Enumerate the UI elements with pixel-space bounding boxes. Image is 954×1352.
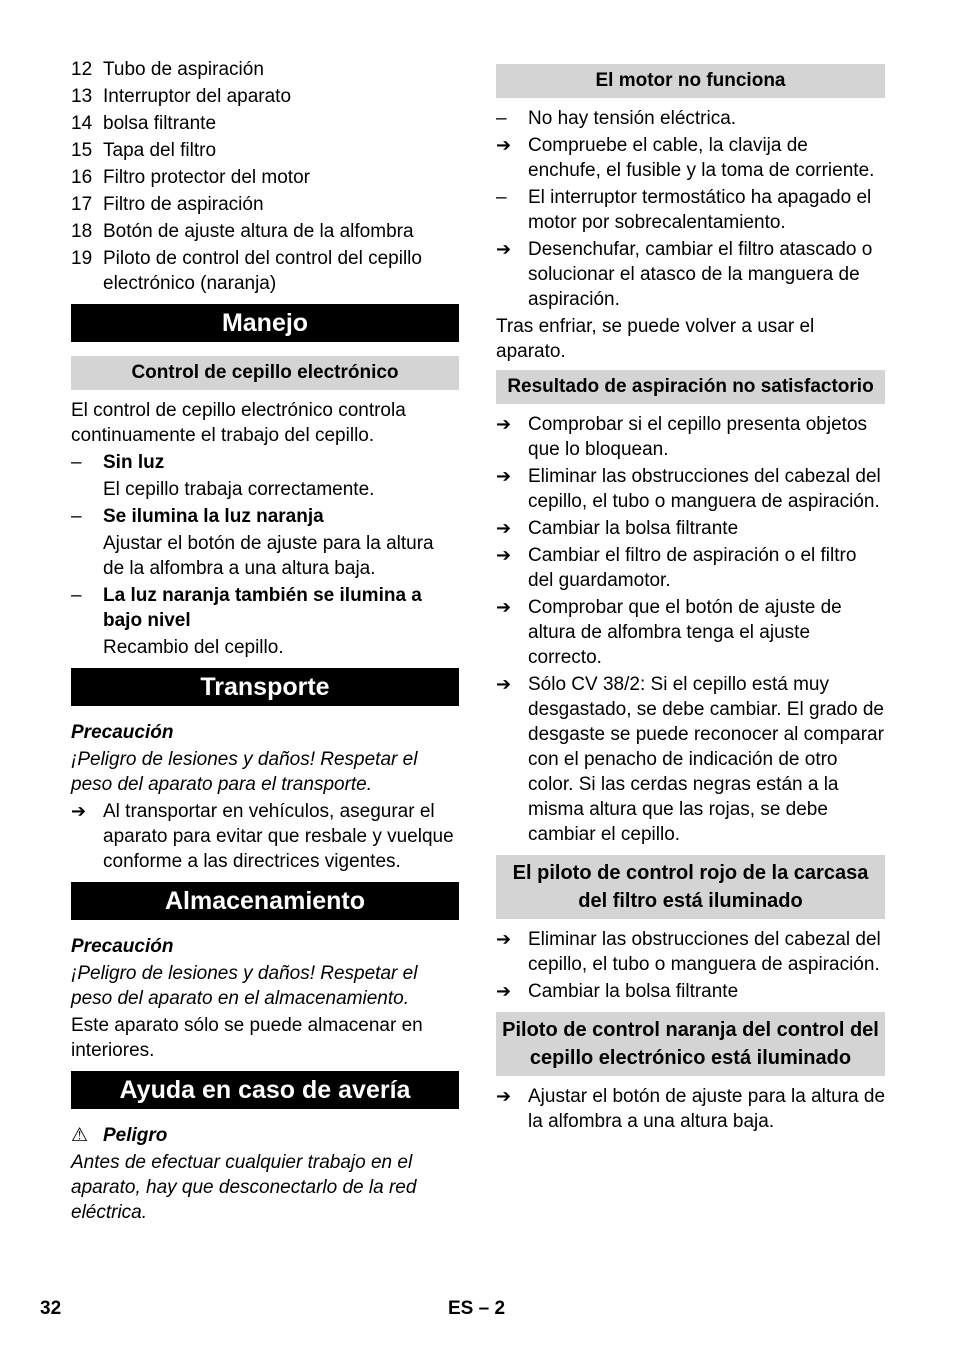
arrow-icon: ➔	[496, 981, 512, 1001]
caution-text: ¡Peligro de lesiones y daños! Respetar el peso del aparato para el transporte.	[71, 749, 418, 795]
list-item: ➔ Compruebe el cable, la clavija de enchufe, el fusible y la toma de corriente.	[496, 135, 875, 181]
dash-icon: –	[496, 108, 507, 129]
list-item: ➔ Cambiar la bolsa filtrante	[496, 981, 739, 1002]
storage-text: Este aparato sólo se puede almacenar en interiores.	[71, 1015, 423, 1061]
dash-icon: –	[496, 187, 507, 208]
danger-label-row: ⚠ Peligro	[71, 1125, 168, 1146]
list-item: 17 Filtro de aspiración	[71, 194, 264, 215]
list-item: ➔ Comprobar si el cepillo presenta objetos que lo bloquean.	[496, 414, 868, 460]
list-item: ➔ Desenchufar, cambiar el filtro atascado o solucionar el atasco de la manguera de aspiración.	[496, 239, 873, 310]
subsection-title-naranja: Piloto de control naranja del control del cepillo electrónico está iluminado	[496, 1012, 885, 1076]
list-item: 15 Tapa del filtro	[71, 140, 217, 161]
item-description: Ajustar el botón de ajuste para la altura de la alfombra a una altura baja.	[103, 533, 434, 579]
list-item: ➔ Comprobar que el botón de ajuste de altura de alfombra tenga el ajuste correcto.	[496, 597, 842, 668]
danger-text: Antes de efectuar cualquier trabajo en el aparato, hay que desconectarlo de la red eléctrica.	[71, 1152, 417, 1223]
arrow-icon: ➔	[496, 414, 512, 434]
list-item: – Se ilumina la luz naranja	[71, 506, 324, 527]
arrow-icon: ➔	[496, 1086, 512, 1106]
list-item: ➔ Ajustar el botón de ajuste para la altura de la alfombra a una altura baja.	[496, 1086, 886, 1132]
page-number: 32	[40, 1298, 62, 1319]
list-item: 13 Interruptor del aparato	[71, 86, 292, 107]
subsection-title-motor: El motor no funciona	[496, 64, 885, 98]
manejo-intro: El control de cepillo electrónico controla continuamente el trabajo del cepillo.	[71, 400, 406, 446]
left-column	[71, 57, 459, 1227]
subsection-title-rojo: El piloto de control rojo de la carcasa del filtro está iluminado	[496, 855, 885, 919]
list-item: ➔ Cambiar el filtro de aspiración o el filtro del guardamotor.	[496, 545, 857, 591]
list-item: 12 Tubo de aspiración	[71, 59, 264, 80]
parts-list	[71, 57, 459, 296]
subsection-title-control: Control de cepillo electrónico	[71, 356, 459, 390]
warning-icon: ⚠	[71, 1125, 89, 1146]
list-item: ➔ Cambiar la bolsa filtrante	[496, 518, 739, 539]
motor-after-text: Tras enfriar, se puede volver a usar el aparato.	[496, 316, 815, 362]
arrow-icon: ➔	[496, 597, 512, 617]
section-title-manejo: Manejo	[71, 304, 459, 342]
arrow-icon: ➔	[496, 135, 512, 155]
arrow-icon: ➔	[496, 674, 512, 694]
list-item: 18 Botón de ajuste altura de la alfombra	[71, 221, 414, 242]
caution-label: Precaución	[71, 722, 174, 743]
list-item: 14 bolsa filtrante	[71, 113, 217, 134]
item-description: Recambio del cepillo.	[103, 637, 284, 658]
arrow-icon: ➔	[496, 239, 512, 259]
dash-icon: –	[71, 506, 82, 527]
section-title-transporte: Transporte	[71, 668, 459, 706]
list-item: – Sin luz	[71, 452, 165, 473]
list-item: 16 Filtro protector del motor	[71, 167, 310, 188]
item-description: El cepillo trabaja correctamente.	[103, 479, 375, 500]
right-column	[496, 64, 885, 1136]
list-item: – La luz naranja también se ilumina a bajo nivel	[71, 585, 422, 631]
caution-label: Precaución	[71, 936, 174, 957]
list-item: – No hay tensión eléctrica.	[496, 108, 737, 129]
list-item: ➔ Eliminar las obstrucciones del cabezal del cepillo, el tubo o manguera de aspiración.	[496, 466, 881, 512]
list-item: ➔ Al transportar en vehículos, asegurar el aparato para evitar que resbale y vuelque conforme a las directrices vigentes.	[71, 801, 454, 872]
footer-language: ES – 2	[448, 1298, 506, 1319]
subsection-title-resultado: Resultado de aspiración no satisfactorio	[496, 370, 885, 404]
dash-icon: –	[71, 585, 82, 606]
arrow-icon: ➔	[496, 929, 512, 949]
list-item: ➔ Sólo CV 38/2: Si el cepillo está muy desgastado, se debe cambiar. El grado de desgaste se puede reconocer al comparar con el penacho de indicación de otro color. Si las cerdas negras están a la misma altura que las rojas, se debe cambiar el cepillo.	[496, 674, 884, 845]
arrow-icon: ➔	[496, 518, 512, 538]
arrow-icon: ➔	[496, 545, 512, 565]
list-item: – El interruptor termostático ha apagado el motor por sobrecalentamiento.	[496, 187, 872, 233]
dash-icon: –	[71, 452, 82, 473]
section-title-averia: Ayuda en caso de avería	[71, 1071, 459, 1109]
caution-text: ¡Peligro de lesiones y daños! Respetar el peso del aparato en el almacenamiento.	[71, 963, 418, 1009]
section-title-almacenamiento: Almacenamiento	[71, 882, 459, 920]
arrow-icon: ➔	[496, 466, 512, 486]
list-item: ➔ Eliminar las obstrucciones del cabezal del cepillo, el tubo o manguera de aspiración.	[496, 929, 881, 975]
arrow-icon: ➔	[71, 801, 87, 821]
list-item: 19 Piloto de control del control del cepillo electrónico (naranja)	[71, 248, 422, 294]
